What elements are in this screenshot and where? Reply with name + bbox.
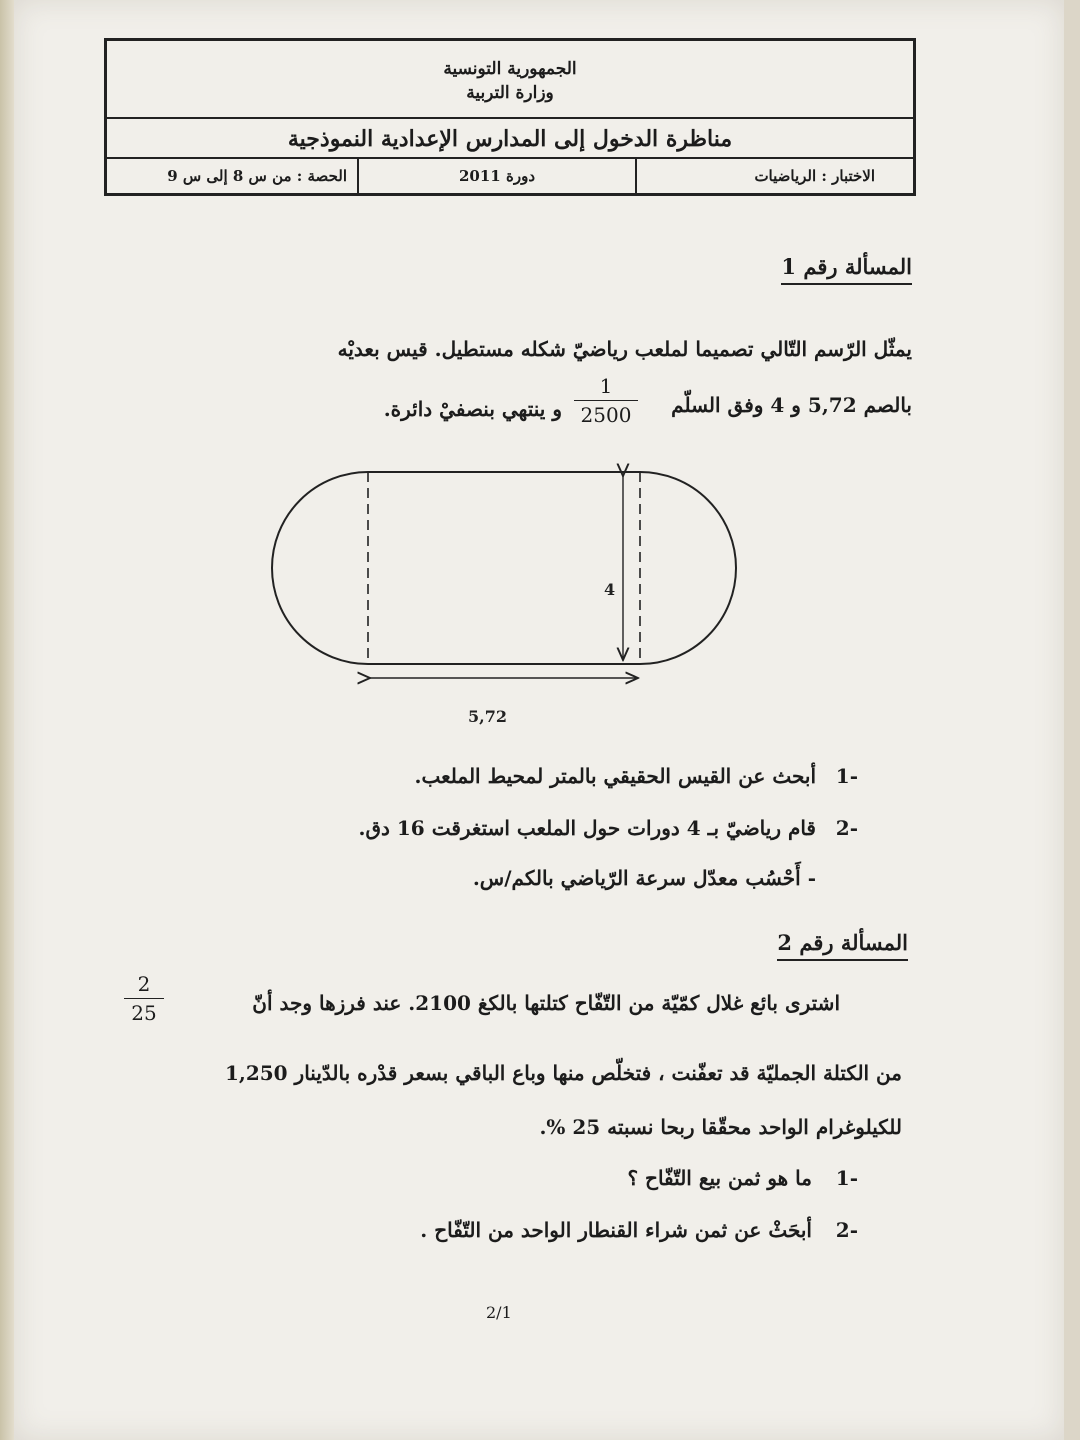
problem1-line2-b: و ينتهي بنصفيْ دائرة. (383, 397, 562, 421)
exam-session: دورة 2011 (357, 159, 637, 193)
problem2-line1: اشترى بائع غلال كمّيّة من التّفّاح كتلتها بالكغ 2100. عند فرزها وجد أنّ (252, 991, 840, 1015)
page-number: 2/1 (486, 1303, 512, 1322)
problem1-q1: -1 (835, 764, 858, 788)
problem1-q2-text: قام رياضيّ بـ 4 دورات حول الملعب استغرقت 16 دق. (358, 816, 816, 840)
ministry-name: وزارة التربية (466, 83, 554, 103)
rotten-numerator: 2 (124, 972, 164, 999)
problem2-q2: -2 (835, 1218, 858, 1242)
problem1-line2-a: بالصم 5,72 و 4 وفق السلّم (671, 393, 912, 417)
problem2-line3: للكيلوغرام الواحد محقّقا ربحا نسبته 25 %. (539, 1115, 902, 1139)
problem1-title: المسألة رقم 1 (781, 254, 912, 285)
exam-time: الحصة : من س 8 إلى س 9 (167, 167, 347, 185)
problem2-line2: من الكتلة الجمليّة قد تعفّنت ، فتخلّص منها وباع الباقي بسعر قدْره بالدّينار 1,250 (224, 1061, 902, 1085)
problem1-q2: -2 (835, 816, 858, 840)
problem2-title: المسألة رقم 2 (777, 930, 908, 961)
length-label: 5,72 (468, 707, 507, 726)
exam-title: مناظرة الدخول إلى المدارس الإعدادية النموذجية (287, 126, 733, 152)
rotten-fraction (124, 972, 164, 1025)
problem2-q2-text: أبحَثْ عن ثمن شراء القنطار الواحد من التّفّاح . (420, 1218, 812, 1242)
problem1-line1: يمثّل الرّسم التّالي تصميما لملعب رياضيّ شكله مستطيل. قيس بعديْه (337, 337, 912, 361)
stadium-outline (272, 472, 736, 664)
problem2-q1-text: ما هو ثمن بيع التّفّاح ؟ (627, 1166, 812, 1190)
header-title-row (107, 119, 913, 159)
republic-name: الجمهورية التونسية (443, 59, 577, 79)
problem1-q1-text: أبحث عن القيس الحقيقي بالمتر لمحيط الملعب. (414, 764, 816, 788)
problem1-q2-sub: - أَحْسُب معدّل سرعة الرّياضي بالكم/س. (472, 866, 816, 890)
scale-fraction (574, 374, 638, 427)
scale-numerator: 1 (574, 374, 638, 401)
exam-header (104, 38, 916, 196)
header-authority-row (107, 41, 913, 119)
stadium-figure (260, 460, 760, 740)
problem2-q1: -1 (835, 1166, 858, 1190)
exam-subject: الاختبار : الرياضيات (754, 167, 875, 185)
height-label: 4 (604, 580, 616, 599)
scale-denominator: 2500 (580, 403, 632, 427)
header-info-row (107, 159, 913, 193)
rotten-denominator: 25 (131, 1001, 157, 1025)
